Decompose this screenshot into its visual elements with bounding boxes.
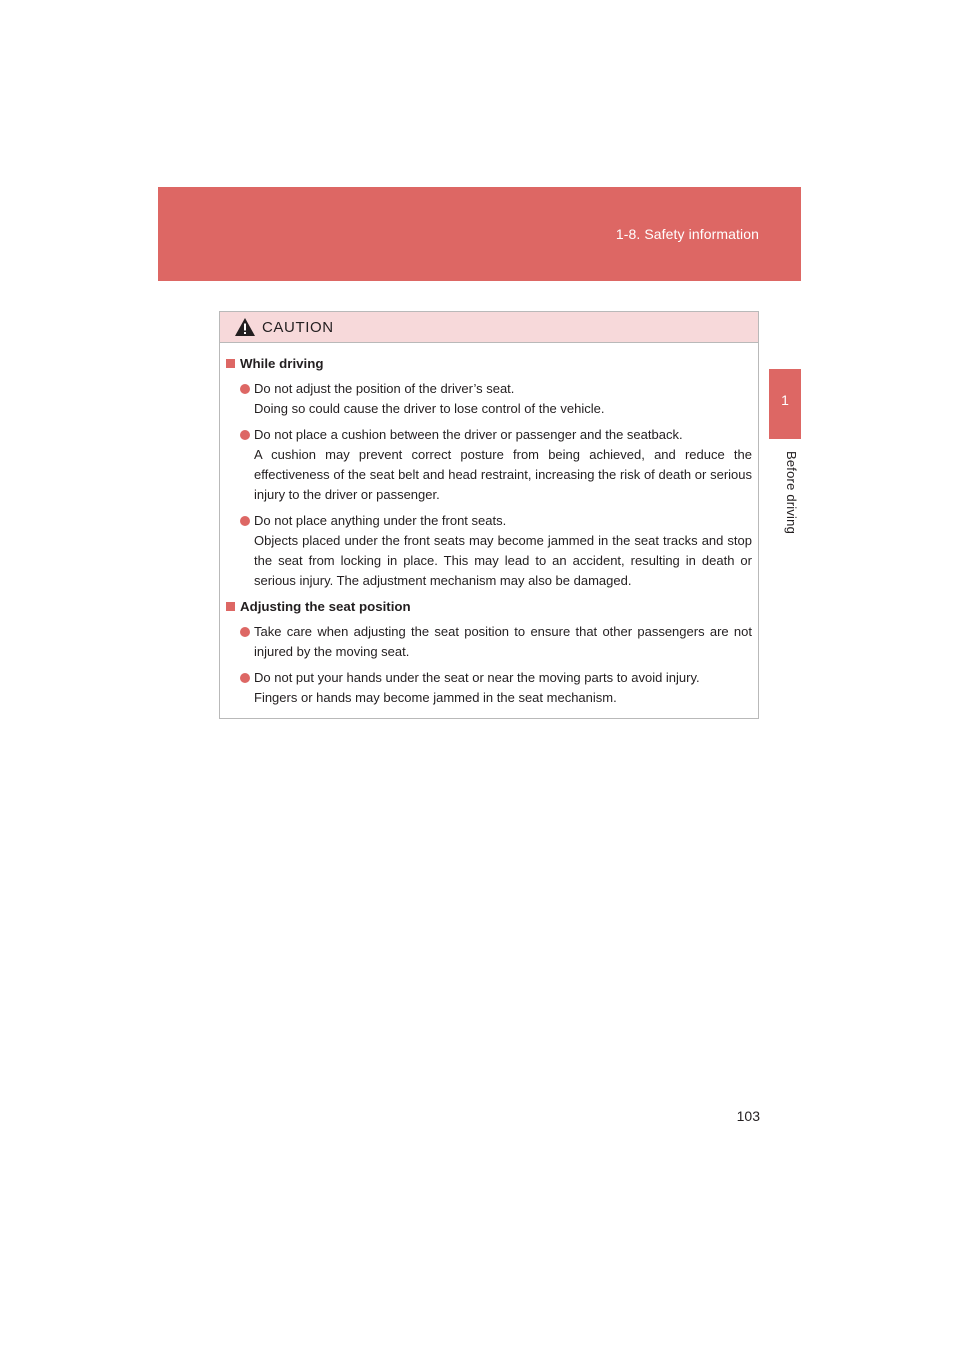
chapter-number: 1 xyxy=(781,392,789,408)
list-item xyxy=(238,622,752,662)
group-heading-text: Adjusting the seat position xyxy=(240,599,411,614)
header-band xyxy=(158,187,801,281)
group-heading-adjusting-seat xyxy=(225,597,752,617)
caution-box xyxy=(219,311,759,719)
list-item xyxy=(238,511,752,591)
dot-bullet-icon xyxy=(240,627,250,637)
item-text: Fingers or hands may become jammed in the seat mechanism. xyxy=(254,690,617,705)
chapter-name: Before driving xyxy=(784,451,799,535)
square-bullet-icon xyxy=(226,602,235,611)
square-bullet-icon xyxy=(226,359,235,368)
caution-title: CAUTION xyxy=(262,318,334,336)
list-item xyxy=(238,425,752,505)
item-title: Do not adjust the position of the driver’s seat. xyxy=(254,381,515,396)
dot-bullet-icon xyxy=(240,516,250,526)
chapter-tab xyxy=(769,369,801,439)
caution-header xyxy=(220,312,758,343)
warning-triangle-icon xyxy=(234,317,256,337)
item-text: A cushion may prevent correct posture from being achieved, and reduce the effectiveness of the seat belt and head restraint, increasing the risk of death or serious injury to the driver or passenger. xyxy=(254,447,752,502)
item-title: Do not place a cushion between the driver or passenger and the seatback. xyxy=(254,427,683,442)
list-item xyxy=(238,668,752,708)
dot-bullet-icon xyxy=(240,673,250,683)
dot-bullet-icon xyxy=(240,384,250,394)
caution-body xyxy=(220,343,758,708)
item-title: Take care when adjusting the seat position to ensure that other passengers are not injured by the moving seat. xyxy=(254,624,752,659)
list-item xyxy=(238,379,752,419)
item-text: Objects placed under the front seats may become jammed in the seat tracks and stop the seat from locking in place. This may lead to an accident, resulting in death or serious injury. The adjustment mechanism may also be damaged. xyxy=(254,533,752,588)
page-number: 103 xyxy=(736,1108,760,1124)
group-heading-while-driving xyxy=(225,354,752,374)
section-title: 1-8. Safety information xyxy=(615,226,759,242)
item-title: Do not put your hands under the seat or near the moving parts to avoid injury. xyxy=(254,670,700,685)
group-heading-text: While driving xyxy=(240,356,324,371)
dot-bullet-icon xyxy=(240,430,250,440)
item-title: Do not place anything under the front seats. xyxy=(254,513,507,528)
item-text: Doing so could cause the driver to lose control of the vehicle. xyxy=(254,401,605,416)
